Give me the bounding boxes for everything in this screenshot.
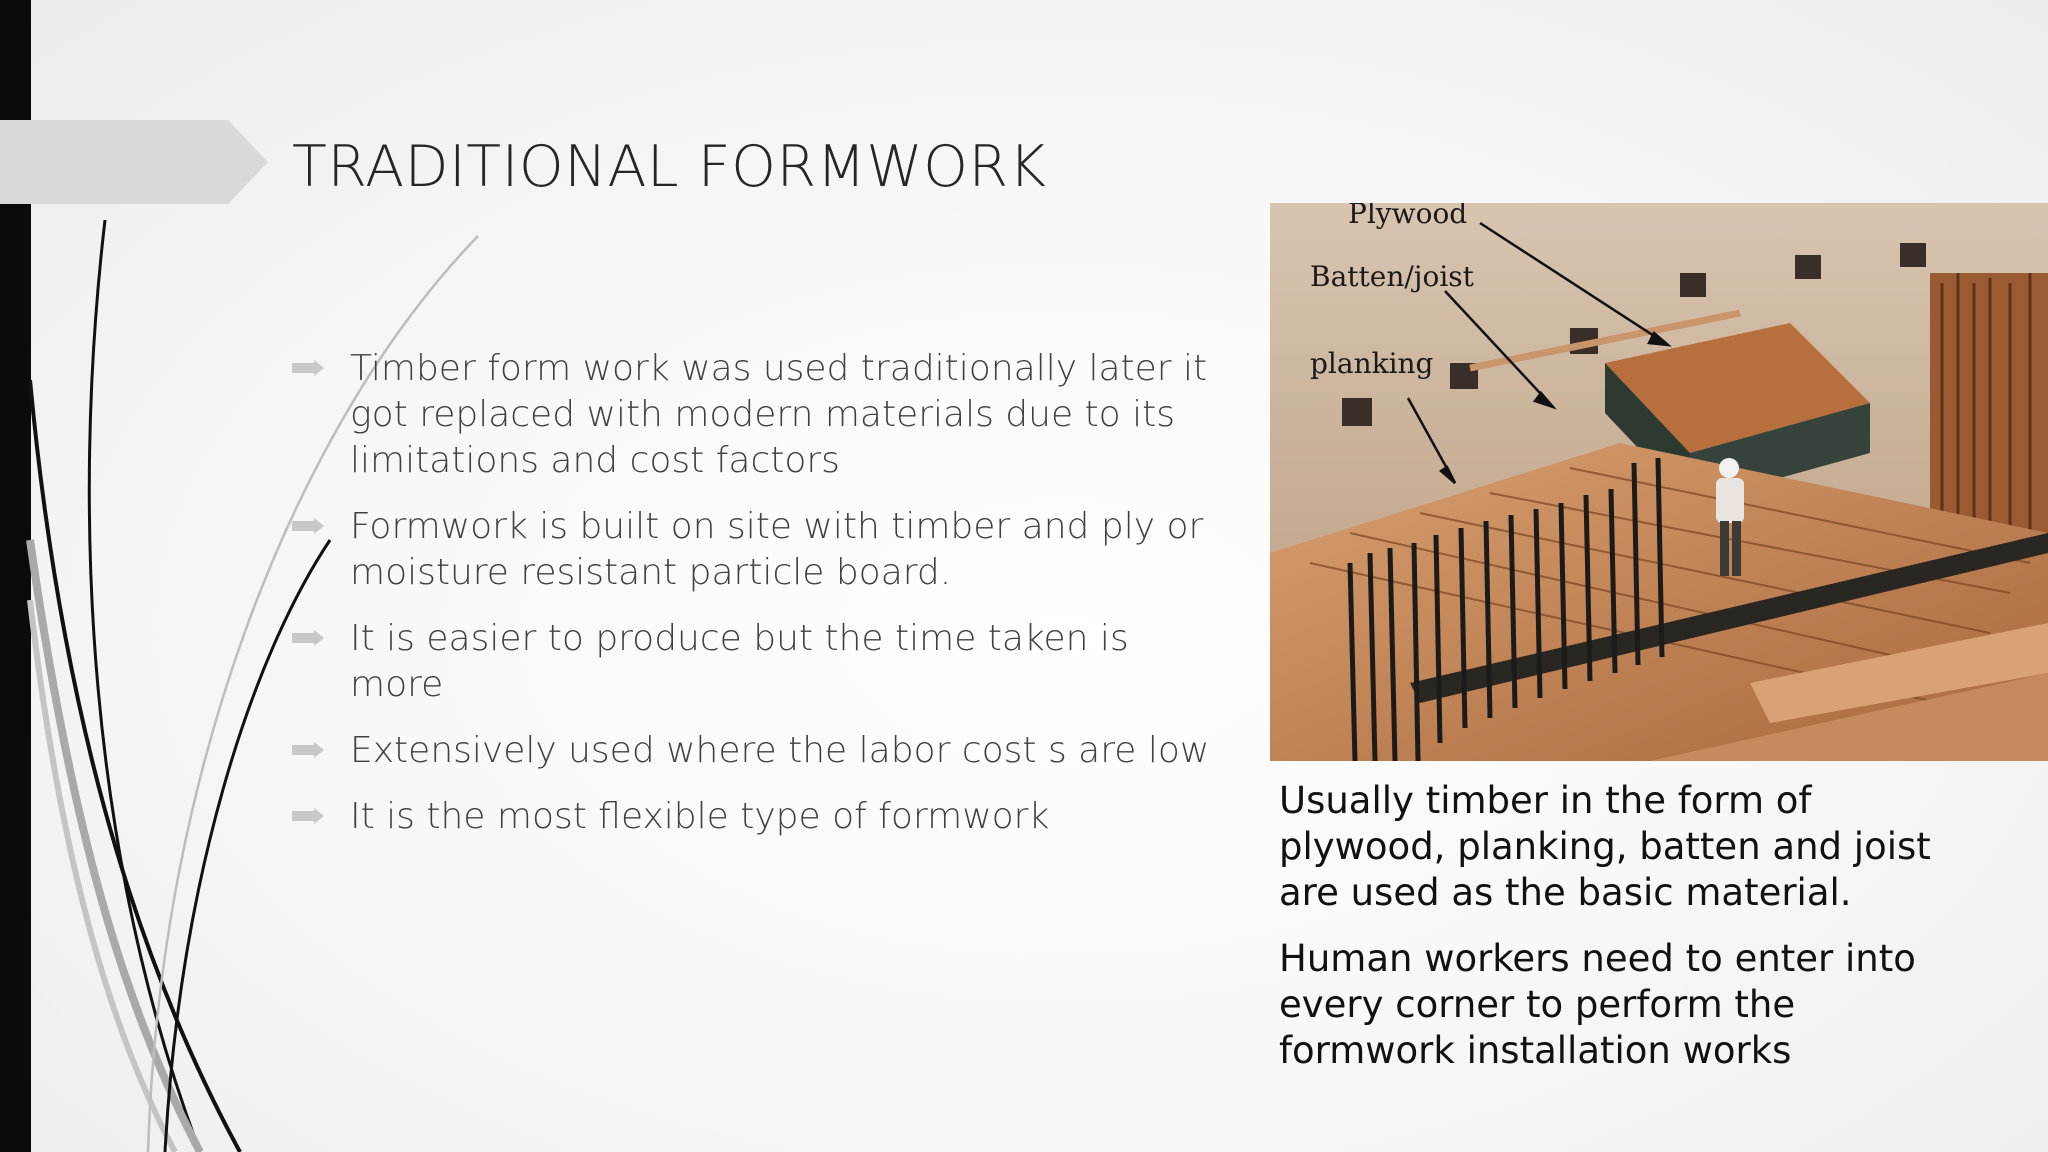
bullet-item (292, 504, 1232, 596)
bullet-text: Timber form work was used traditionally later it got replaced with modern materials due to its limitations and cost factors (350, 348, 1208, 481)
arrow-bullet-icon (292, 360, 324, 376)
photo-caption (1279, 778, 1979, 1094)
bullet-list (292, 346, 1232, 860)
label-plywood: Plywood (1348, 203, 1468, 230)
caption-paragraph-2: Human workers need to enter into every corner to perform the formwork installation works (1279, 937, 1916, 1072)
bullet-item (292, 346, 1232, 484)
title-arrow-shape (0, 120, 268, 204)
label-batten-joist: Batten/joist (1310, 260, 1474, 293)
bullet-item (292, 616, 1232, 708)
arrow-bullet-icon (292, 742, 324, 758)
bullet-text: It is the most flexible type of formwork (350, 796, 1050, 837)
arrow-bullet-icon (292, 630, 324, 646)
arrow-bullet-icon (292, 808, 324, 824)
formwork-photo (1270, 203, 2048, 761)
bullet-text: Extensively used where the labor cost s are low (350, 730, 1210, 771)
bullet-text: It is easier to produce but the time taken is more (350, 618, 1129, 705)
bullet-text: Formwork is built on site with timber and ply or moisture resistant particle board. (350, 506, 1204, 593)
arrow-bullet-icon (292, 518, 324, 534)
bullet-item (292, 728, 1232, 774)
bullet-item (292, 794, 1232, 840)
label-planking: planking (1310, 347, 1434, 380)
caption-paragraph-1: Usually timber in the form of plywood, planking, batten and joist are used as the basic material. (1279, 779, 1931, 914)
slide-title: TRADITIONAL FORMWORK (292, 134, 1047, 200)
